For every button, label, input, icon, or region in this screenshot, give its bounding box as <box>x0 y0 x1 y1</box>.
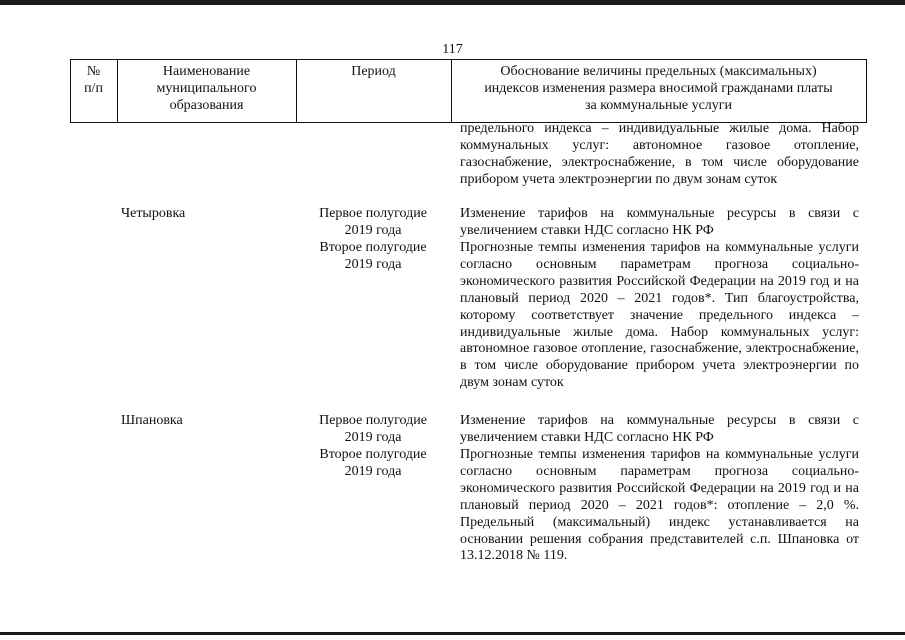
scan-border-top <box>0 0 905 5</box>
header-municipality: Наименование муниципального образования <box>156 64 257 113</box>
municipality-name: Четыровка <box>121 206 186 221</box>
basis-vat-change: Изменение тарифов на коммунальные ресурсы в связи с увеличением ставки НДС согласно НК РФ <box>460 206 859 238</box>
municipality-name: Шпановка <box>121 413 183 428</box>
basis-forecast-heating: Прогнозные темпы изменения тарифов на коммунальные услуги согласно основным параметрам прогноза социально-экономического развития Российской Федерации на 2019 год и на плановый период 2020 – 2021 годов*: отопление – 2,0 %. Предельный (максимальный) индекс устанавливается на основании решения собрания представителей с.п. Шпановка от 13.12.2018 № 119. <box>460 447 859 564</box>
period-second-half: Второе полугодие 2019 года <box>319 240 427 272</box>
basis-continuation: предельного индекса – индивидуальные жилые дома. Набор коммунальных услуг: автономное газовое отопление, газоснабжение, электроснабжение, в том числе оборудование прибором учета электроэнергии по двум зонам суток <box>460 121 859 187</box>
period-second-half: Второе полугодие 2019 года <box>319 447 427 479</box>
header-number: № п/п <box>84 64 103 96</box>
basis-forecast: Прогнозные темпы изменения тарифов на коммунальные услуги согласно основным параметрам прогноза социально-экономического развития Российской Федерации на 2019 год и на плановый период 2020 – 2021 годов*. Тип благоустройства, которому соответствует значение предельного индекса – индивидуальные жилые дома. Набор коммунальных услуг: автономное газовое отопление, газоснабжение, электроснабжение, в том числе оборудование прибором учета электроэнергии по двум зонам суток <box>460 240 859 391</box>
page-number: 117 <box>442 42 463 57</box>
period-first-half: Первое полугодие 2019 года <box>319 413 427 445</box>
table-border-right <box>866 60 867 122</box>
table-header <box>70 59 867 123</box>
period-first-half: Первое полугодие 2019 года <box>319 206 427 238</box>
header-basis: Обоснование величины предельных (максимальных) индексов изменения размера вносимой гражданами платы за коммунальные услуги <box>484 64 833 113</box>
header-period: Период <box>351 64 396 79</box>
scan-border-bottom <box>0 632 905 635</box>
basis-vat-change: Изменение тарифов на коммунальные ресурсы в связи с увеличением ставки НДС согласно НК РФ <box>460 413 859 445</box>
